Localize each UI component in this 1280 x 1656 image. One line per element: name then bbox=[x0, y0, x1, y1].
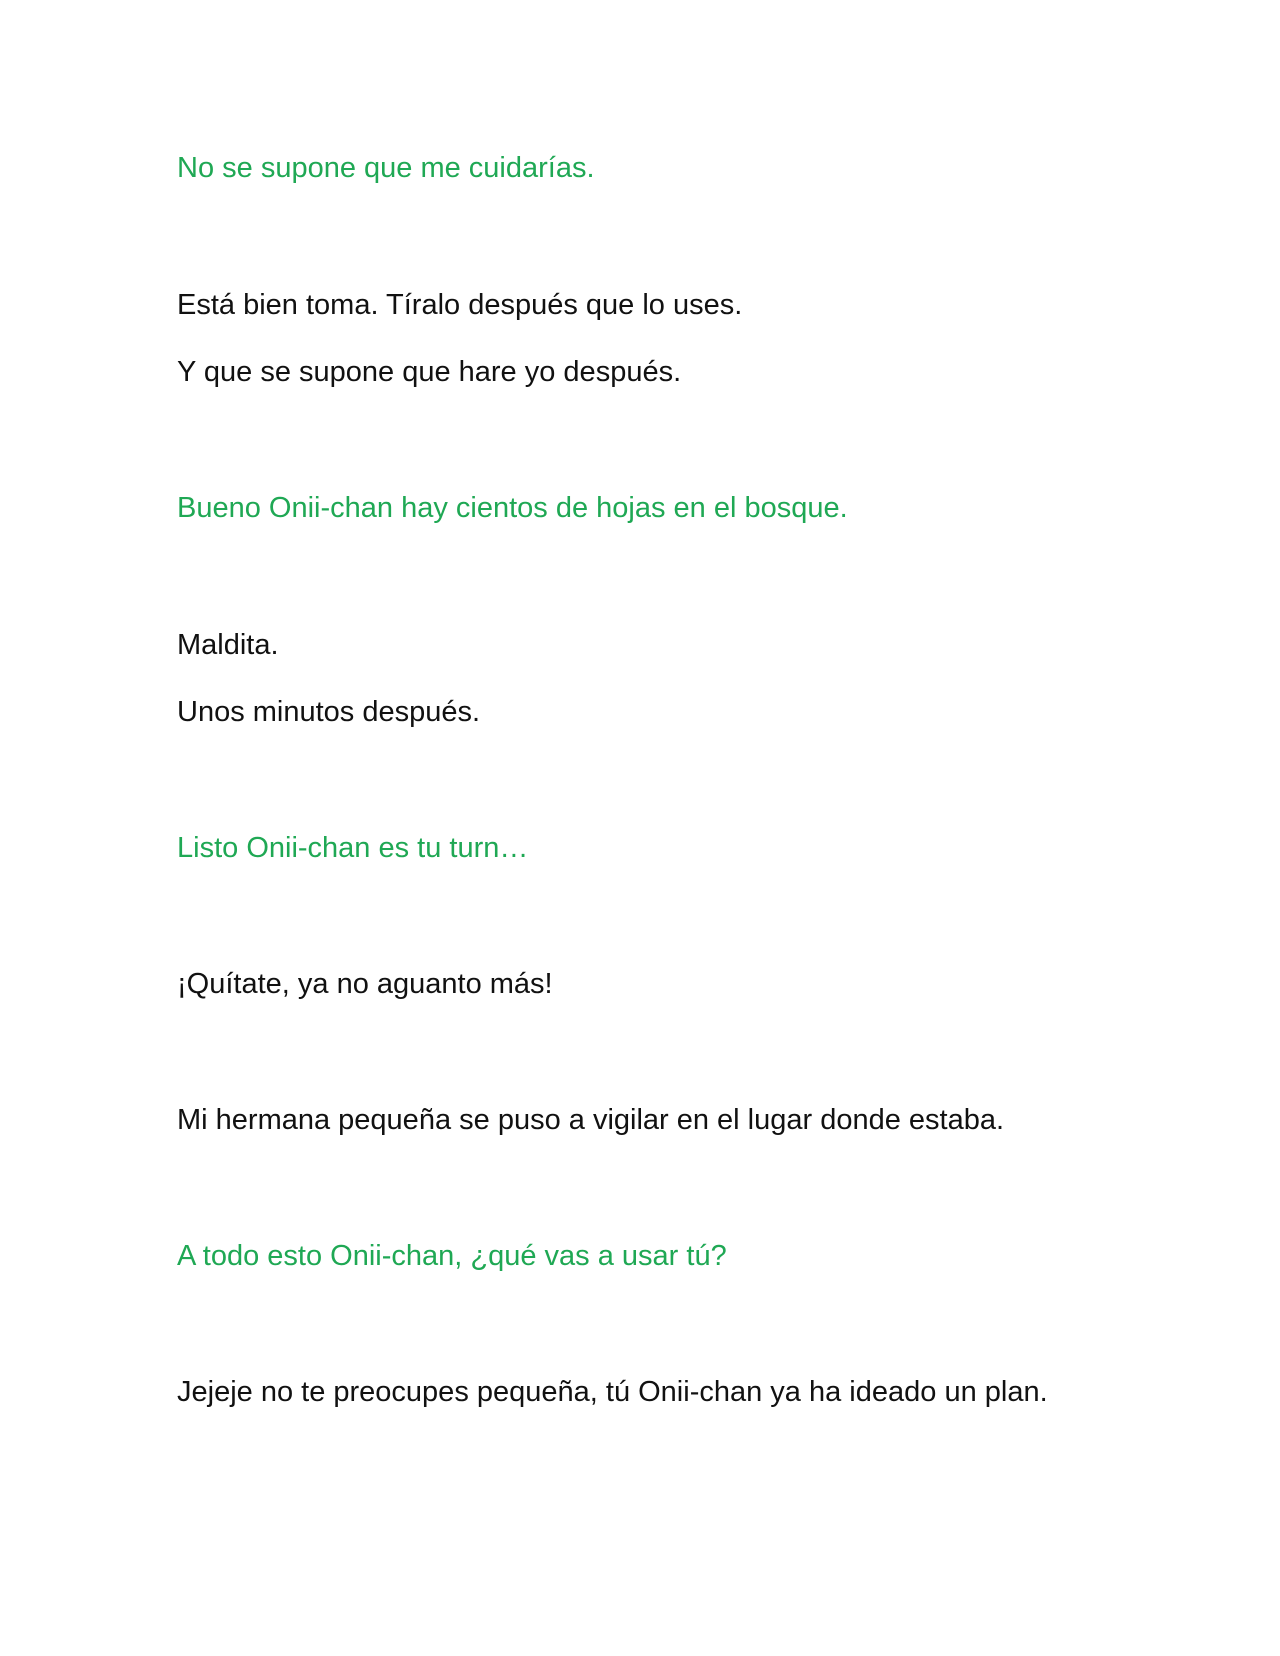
dialogue-line: Bueno Onii-chan hay cientos de hojas en el bosque. bbox=[177, 492, 848, 524]
dialogue-line: Está bien toma. Tíralo después que lo uses. bbox=[177, 289, 743, 321]
dialogue-line: No se supone que me cuidarías. bbox=[177, 152, 595, 184]
narration-line: Unos minutos después. bbox=[177, 696, 481, 728]
narration-line: Mi hermana pequeña se puso a vigilar en el lugar donde estaba. bbox=[177, 1104, 1005, 1136]
dialogue-line: Listo Onii-chan es tu turn… bbox=[177, 832, 529, 864]
dialogue-line: A todo esto Onii-chan, ¿qué vas a usar tú? bbox=[177, 1240, 727, 1272]
dialogue-line: ¡Quítate, ya no aguanto más! bbox=[177, 968, 553, 1000]
dialogue-line: Jejeje no te preocupes pequeña, tú Onii-chan ya ha ideado un plan. bbox=[177, 1376, 1048, 1408]
dialogue-line: Y que se supone que hare yo después. bbox=[177, 356, 682, 388]
dialogue-line: Maldita. bbox=[177, 629, 279, 661]
